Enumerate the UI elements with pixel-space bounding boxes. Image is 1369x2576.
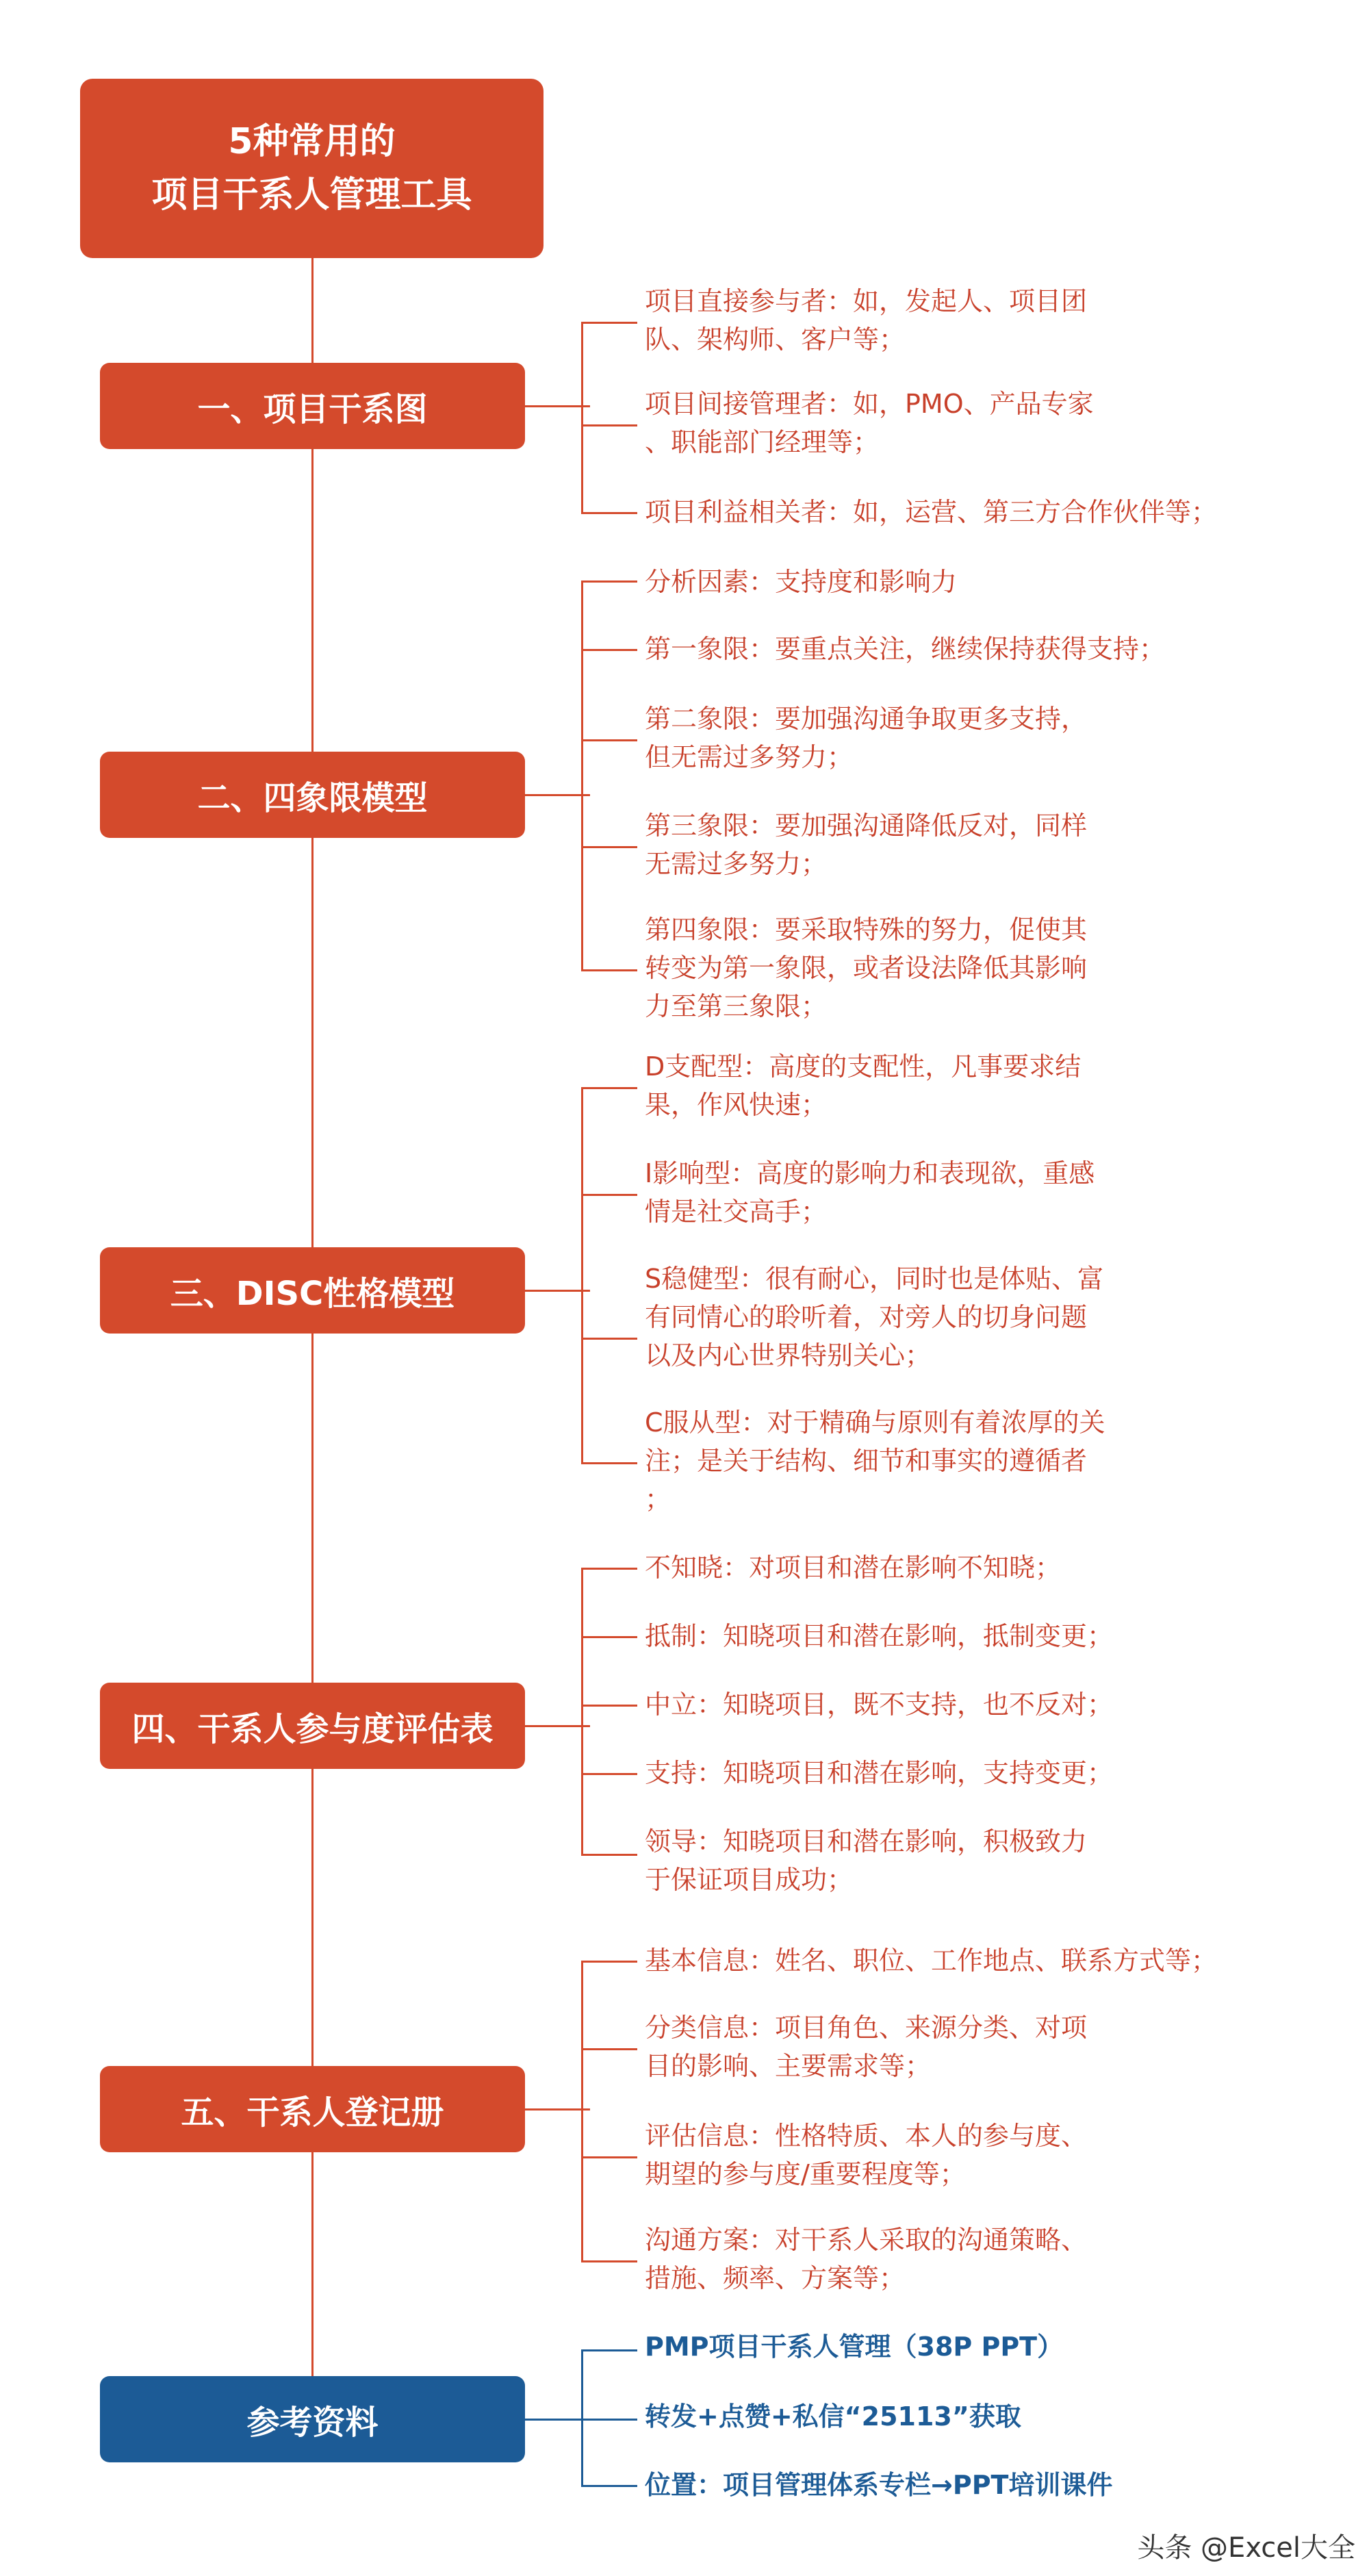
tick bbox=[581, 1087, 637, 1089]
leaf-item: 领导：知晓项目和潜在影响，积极致力 于保证项目成功； bbox=[645, 1826, 1088, 1895]
tick bbox=[581, 1961, 637, 1963]
tick bbox=[581, 1568, 637, 1570]
leaf-item: 分类信息：项目角色、来源分类、对项 目的影响、主要需求等； bbox=[645, 2013, 1088, 2081]
tick bbox=[581, 2349, 637, 2351]
node-stakeholder-map: 一、项目干系图 bbox=[100, 363, 525, 449]
tick bbox=[581, 322, 637, 324]
leaf-item: S稳健型：很有耐心，同时也是体贴、富 有同情心的聆听着，对旁人的切身问题 以及内心世界特别关心； bbox=[645, 1264, 1104, 1370]
tick bbox=[581, 1194, 637, 1196]
connector-5 bbox=[525, 2108, 590, 2110]
tick bbox=[581, 424, 637, 426]
tick bbox=[581, 2260, 637, 2262]
connector-3 bbox=[525, 1290, 590, 1292]
bracket-5 bbox=[581, 1961, 583, 2262]
leaf-item: 不知晓：对项目和潜在影响不知晓； bbox=[645, 1553, 1062, 1583]
leaf-item: 分析因素：支持度和影响力 bbox=[645, 567, 958, 597]
tick bbox=[581, 2485, 637, 2487]
leaf-item: 第三象限：要加强沟通降低反对，同样 无需过多努力； bbox=[645, 811, 1088, 879]
reference-link-ppt[interactable]: PMP项目干系人管理（38P PPT） bbox=[645, 2332, 1064, 2362]
leaf-item: 项目直接参与者：如，发起人、项目团 队、架构师、客户等； bbox=[645, 286, 1088, 355]
tick bbox=[581, 1462, 637, 1464]
leaf-item: 第一象限：要重点关注，继续保持获得支持； bbox=[645, 634, 1166, 664]
tick bbox=[581, 1854, 637, 1856]
reference-location[interactable]: 位置：项目管理体系专栏→PPT培训课件 bbox=[645, 2470, 1113, 2500]
leaf-item: C服从型：对于精确与原则有着浓厚的关 注；是关于结构、细节和事实的遵循者 ； bbox=[645, 1407, 1105, 1514]
tick bbox=[581, 846, 637, 848]
leaf-item: 项目利益相关者：如，运营、第三方合作伙伴等； bbox=[645, 497, 1218, 527]
bracket-6 bbox=[581, 2349, 583, 2486]
connector-2 bbox=[525, 794, 590, 796]
leaf-item: D支配型：高度的支配性，凡事要求结 果，作风快速； bbox=[645, 1051, 1082, 1120]
connector-1 bbox=[525, 405, 590, 407]
tick bbox=[581, 2048, 637, 2050]
leaf-item: 中立：知晓项目，既不支持，也不反对； bbox=[645, 1689, 1114, 1720]
leaf-item: 评估信息：性格特质、本人的参与度、 期望的参与度/重要程度等； bbox=[645, 2121, 1088, 2189]
leaf-item: 第四象限：要采取特殊的努力，促使其 转变为第一象限，或者设法降低其影响 力至第三象限； bbox=[645, 915, 1088, 1021]
tick bbox=[581, 2156, 637, 2158]
node-stakeholder-register: 五、干系人登记册 bbox=[100, 2066, 525, 2152]
title-line-1: 5种常用的 bbox=[228, 121, 396, 162]
node-four-quadrant-model: 二、四象限模型 bbox=[100, 752, 525, 838]
node-references: 参考资料 bbox=[100, 2376, 525, 2462]
reference-get-instructions: 转发+点赞+私信“25113”获取 bbox=[645, 2401, 1021, 2432]
watermark: 头条 @Excel大全 bbox=[1137, 2532, 1355, 2564]
tick bbox=[581, 1773, 637, 1775]
node-disc-model: 三、DISC性格模型 bbox=[100, 1247, 525, 1334]
tick bbox=[581, 969, 637, 971]
tick bbox=[581, 1338, 637, 1340]
bracket-4 bbox=[581, 1568, 583, 1855]
tick bbox=[581, 2419, 637, 2421]
leaf-item: 支持：知晓项目和潜在影响，支持变更； bbox=[645, 1758, 1114, 1788]
leaf-item: 抵制：知晓项目和潜在影响，抵制变更； bbox=[645, 1621, 1114, 1651]
bracket-3 bbox=[581, 1087, 583, 1464]
tick bbox=[581, 1636, 637, 1638]
connector-4 bbox=[525, 1725, 590, 1727]
leaf-item: I影响型：高度的影响力和表现欲，重感 情是社交高手； bbox=[645, 1158, 1095, 1227]
connector-6 bbox=[525, 2419, 590, 2421]
tick bbox=[581, 739, 637, 741]
tick bbox=[581, 512, 637, 514]
tick bbox=[581, 581, 637, 583]
leaf-item: 第二象限：要加强沟通争取更多支持， 但无需过多努力； bbox=[645, 704, 1088, 772]
bracket-1 bbox=[581, 322, 583, 513]
title-line-2: 项目干系人管理工具 bbox=[151, 175, 472, 216]
leaf-item: 项目间接管理者：如，PMO、产品专家 、职能部门经理等； bbox=[645, 389, 1094, 457]
node-engagement-assessment: 四、干系人参与度评估表 bbox=[100, 1683, 525, 1769]
leaf-item: 基本信息：姓名、职位、工作地点、联系方式等； bbox=[645, 1946, 1218, 1976]
tick bbox=[581, 649, 637, 651]
diagram-title bbox=[80, 79, 543, 258]
leaf-item: 沟通方案：对干系人采取的沟通策略、 措施、频率、方案等； bbox=[645, 2225, 1088, 2293]
bracket-2 bbox=[581, 581, 583, 971]
tick bbox=[581, 1705, 637, 1707]
